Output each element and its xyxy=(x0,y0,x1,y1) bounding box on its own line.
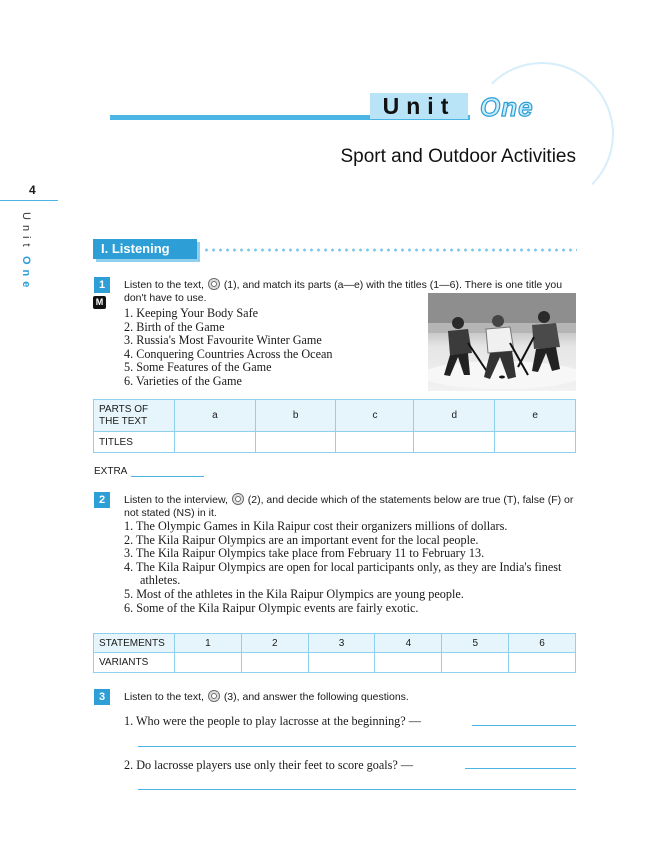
side-unit-word: Unit xyxy=(20,212,32,252)
statement-text: The Kila Raipur Olympics take place from February 11 to February 13. xyxy=(135,546,485,561)
answer-line[interactable] xyxy=(138,746,576,747)
table-column-header: 2 xyxy=(241,634,308,653)
unit-word: Unit xyxy=(370,93,468,119)
unit-number: One xyxy=(480,92,534,122)
statement-text: The Kila Raipur Olympics are an important event for the local people. xyxy=(135,532,479,547)
extra-label: EXTRA xyxy=(94,466,128,477)
list-item: 6. Varieties of the Game xyxy=(124,373,242,388)
answer-line[interactable] xyxy=(465,768,576,769)
answer-cell[interactable] xyxy=(375,653,442,673)
side-unit-label xyxy=(20,212,32,292)
task-number-3: 3 xyxy=(94,689,110,705)
table-column-header: b xyxy=(255,400,336,432)
answer-cell[interactable] xyxy=(442,653,509,673)
answer-line[interactable] xyxy=(138,789,576,790)
task1-instruction-start: Listen to the text, xyxy=(124,279,204,291)
task2-answer-table xyxy=(93,633,576,673)
table-row xyxy=(94,634,576,653)
table-row-header: TITLES xyxy=(94,432,175,453)
task3-instruction-start: Listen to the text, xyxy=(124,691,204,703)
table-column-header: 1 xyxy=(175,634,242,653)
task1-instruction-end: (1), and match its parts (a—e) with the titles (1—6). There is one title you don't have to use. xyxy=(124,279,563,304)
answer-cell[interactable] xyxy=(175,432,256,453)
answer-cell[interactable] xyxy=(308,653,375,673)
answer-cell[interactable] xyxy=(336,432,414,453)
section-dotted-rule xyxy=(203,248,577,252)
list-item: 4. Conquering Countries Across the Ocean xyxy=(124,346,333,361)
task2-instruction-end: (2), and decide which of the statements below are true (T), false (F) or not stated (NS) in it. xyxy=(124,494,574,519)
cd-icon[interactable] xyxy=(208,690,220,702)
list-item xyxy=(124,520,580,534)
table-column-header: c xyxy=(336,400,414,432)
answer-cell[interactable] xyxy=(509,653,576,673)
answer-cell[interactable] xyxy=(175,653,242,673)
task3-instruction xyxy=(124,690,580,704)
table-column-header: 6 xyxy=(509,634,576,653)
cd-icon[interactable] xyxy=(232,493,244,505)
table-column-header: 4 xyxy=(375,634,442,653)
statement-text: Most of the athletes in the Kila Raipur Olympics are young people. xyxy=(136,586,464,601)
question-2: 2. Do lacrosse players use only their feet to score goals? — xyxy=(124,758,414,772)
side-unit-number: One xyxy=(20,255,32,292)
table-column-header: e xyxy=(495,400,576,432)
answer-cell[interactable] xyxy=(241,653,308,673)
list-item: 3. Russia's Most Favourite Winter Game xyxy=(124,333,322,348)
task1-title-list xyxy=(124,307,333,389)
hockey-photo xyxy=(428,293,576,391)
decorative-arc xyxy=(470,62,614,206)
question-1: 1. Who were the people to play lacrosse at the beginning? — xyxy=(124,714,421,728)
cd-icon[interactable] xyxy=(208,278,220,290)
task-number-1: 1 xyxy=(94,277,110,293)
task1-answer-table xyxy=(93,399,576,453)
statement-number: 4. xyxy=(124,559,134,574)
answer-line[interactable] xyxy=(472,725,576,726)
table-column-header: a xyxy=(175,400,256,432)
task2-instruction xyxy=(124,493,580,520)
answer-cell[interactable] xyxy=(414,432,495,453)
statement-number: 6. xyxy=(124,600,134,615)
answer-cell[interactable] xyxy=(495,432,576,453)
page-title: Sport and Outdoor Activities xyxy=(340,146,576,167)
table-row xyxy=(94,432,576,453)
statement-text: The Kila Raipur Olympics are open for local participants only, as they are India's finest athletes. xyxy=(135,559,562,588)
statement-text: The Olympic Games in Kila Raipur cost their organizers millions of dollars. xyxy=(135,519,508,533)
task3-instruction-end: (3), and answer the following questions. xyxy=(223,691,409,703)
table-row-header: VARIANTS xyxy=(94,653,175,673)
extra-answer-line[interactable] xyxy=(131,476,204,477)
answer-cell[interactable] xyxy=(255,432,336,453)
list-item xyxy=(124,534,580,548)
list-item xyxy=(124,547,580,561)
list-item xyxy=(124,602,580,616)
section-heading: I. Listening xyxy=(93,239,197,259)
table-row xyxy=(94,653,576,673)
task2-statement-list xyxy=(124,520,580,615)
table-column-header: d xyxy=(414,400,495,432)
list-item: 2. Birth of the Game xyxy=(124,319,225,334)
list-item xyxy=(124,588,580,602)
statement-number: 3. xyxy=(124,546,134,561)
audio-badge-icon: M xyxy=(93,296,106,309)
statement-text: Some of the Kila Raipur Olympic events are fairly exotic. xyxy=(136,600,419,615)
table-column-header: 5 xyxy=(442,634,509,653)
table-row-header: PARTS OF THE TEXT xyxy=(94,400,175,432)
list-item: 1. Keeping Your Body Safe xyxy=(124,306,259,320)
task-number-2: 2 xyxy=(94,492,110,508)
table-row-header: STATEMENTS xyxy=(94,634,175,653)
table-row xyxy=(94,400,576,432)
list-item xyxy=(124,561,580,588)
table-column-header: 3 xyxy=(308,634,375,653)
statement-number: 1. xyxy=(124,519,134,533)
statement-number: 5. xyxy=(124,586,134,601)
statement-number: 2. xyxy=(124,532,134,547)
list-item: 5. Some Features of the Game xyxy=(124,360,272,375)
task2-instruction-start: Listen to the interview, xyxy=(124,494,228,506)
page-number: 4 xyxy=(29,183,36,197)
side-rule xyxy=(0,200,58,201)
hockey-players-illustration xyxy=(428,293,576,391)
